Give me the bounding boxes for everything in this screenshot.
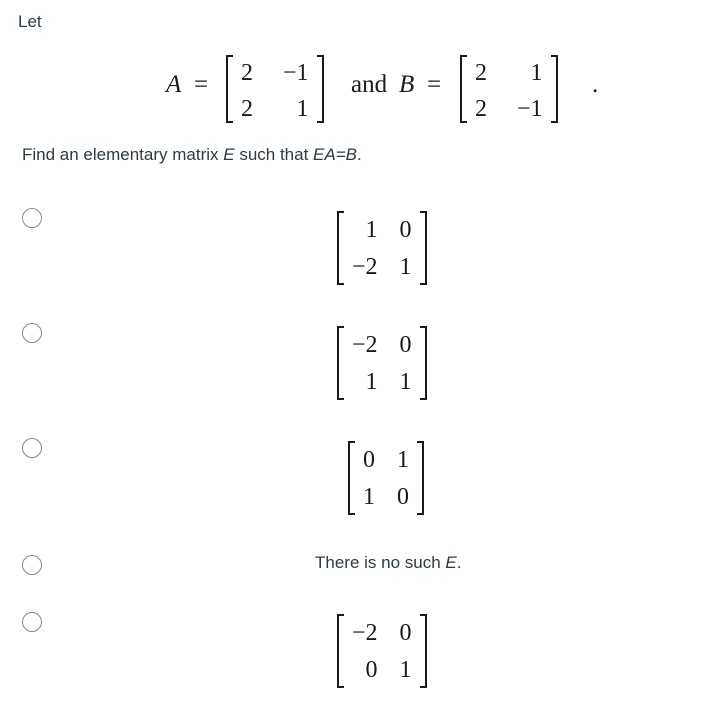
equals-sign-b: = xyxy=(427,71,442,98)
option-1-matrix xyxy=(337,211,427,285)
intro-text: Let xyxy=(18,12,42,31)
question-var-e: E xyxy=(223,145,235,164)
option-1-cell: 1 xyxy=(365,216,378,243)
matrix-a-cell: −1 xyxy=(283,60,309,86)
option-2-cell: 1 xyxy=(399,368,412,395)
option-2-cell: −2 xyxy=(352,331,378,358)
matrix-b-cell: 2 xyxy=(475,60,487,86)
matrix-a-right-bracket xyxy=(317,55,324,123)
option-2-cell: 1 xyxy=(365,368,378,395)
radio-button-option-2[interactable] xyxy=(22,323,42,343)
option-2-right-bracket xyxy=(420,326,427,400)
option-2-left-bracket xyxy=(337,326,344,400)
radio-button-option-4[interactable] xyxy=(22,555,42,575)
matrix-b-cell: 1 xyxy=(530,60,543,86)
option-5-cell: 0 xyxy=(365,656,378,683)
question-middle: such that xyxy=(234,145,314,164)
matrix-b-cell: −1 xyxy=(517,96,543,122)
conjunction-and: and xyxy=(351,71,388,98)
equals-sign-a: = xyxy=(194,71,209,98)
option-1-cell: 0 xyxy=(399,216,412,243)
option-1-cell: −2 xyxy=(352,253,378,280)
option-3-matrix xyxy=(348,441,424,515)
matrix-a-left-bracket xyxy=(226,55,233,123)
option-5-cell: 0 xyxy=(399,619,412,646)
matrix-b xyxy=(460,55,558,123)
option-3-cell: 1 xyxy=(397,446,409,473)
option-3-cell: 0 xyxy=(397,483,409,510)
option-5-cell: −2 xyxy=(352,619,378,646)
option-4-text-suffix: . xyxy=(456,553,462,572)
radio-button-option-1[interactable] xyxy=(22,208,42,228)
matrix-a xyxy=(226,55,324,123)
option-4-var-e: E xyxy=(445,553,457,572)
matrix-a-cell: 1 xyxy=(296,96,309,122)
matrix-b-label: B xyxy=(399,71,415,98)
option-4-text-prefix: There is no such xyxy=(315,553,446,572)
matrix-a-cell: 2 xyxy=(241,60,253,86)
radio-button-option-3[interactable] xyxy=(22,438,42,458)
option-1-right-bracket xyxy=(420,211,427,285)
matrix-b-cell: 2 xyxy=(475,96,487,122)
question-prefix: Find an elementary matrix xyxy=(22,145,224,164)
question-equation: EA=B xyxy=(313,145,357,164)
matrix-a-label: A xyxy=(166,71,182,98)
option-5-cell: 1 xyxy=(399,656,412,683)
option-2-cell: 0 xyxy=(399,331,412,358)
question-prompt xyxy=(22,145,362,165)
option-4-text xyxy=(315,553,461,573)
definition-period: . xyxy=(592,71,599,98)
matrix-b-left-bracket xyxy=(460,55,467,123)
option-1-cell: 1 xyxy=(399,253,412,280)
option-3-right-bracket xyxy=(417,441,424,515)
option-5-left-bracket xyxy=(337,614,344,688)
option-2-matrix xyxy=(337,326,427,400)
option-1-left-bracket xyxy=(337,211,344,285)
option-3-cell: 0 xyxy=(363,446,375,473)
radio-button-option-5[interactable] xyxy=(22,612,42,632)
question-suffix: . xyxy=(356,145,362,164)
option-5-right-bracket xyxy=(420,614,427,688)
option-3-left-bracket xyxy=(348,441,355,515)
option-3-cell: 1 xyxy=(363,483,375,510)
option-5-matrix xyxy=(337,614,427,688)
matrix-a-cell: 2 xyxy=(241,96,253,122)
matrix-b-right-bracket xyxy=(551,55,558,123)
